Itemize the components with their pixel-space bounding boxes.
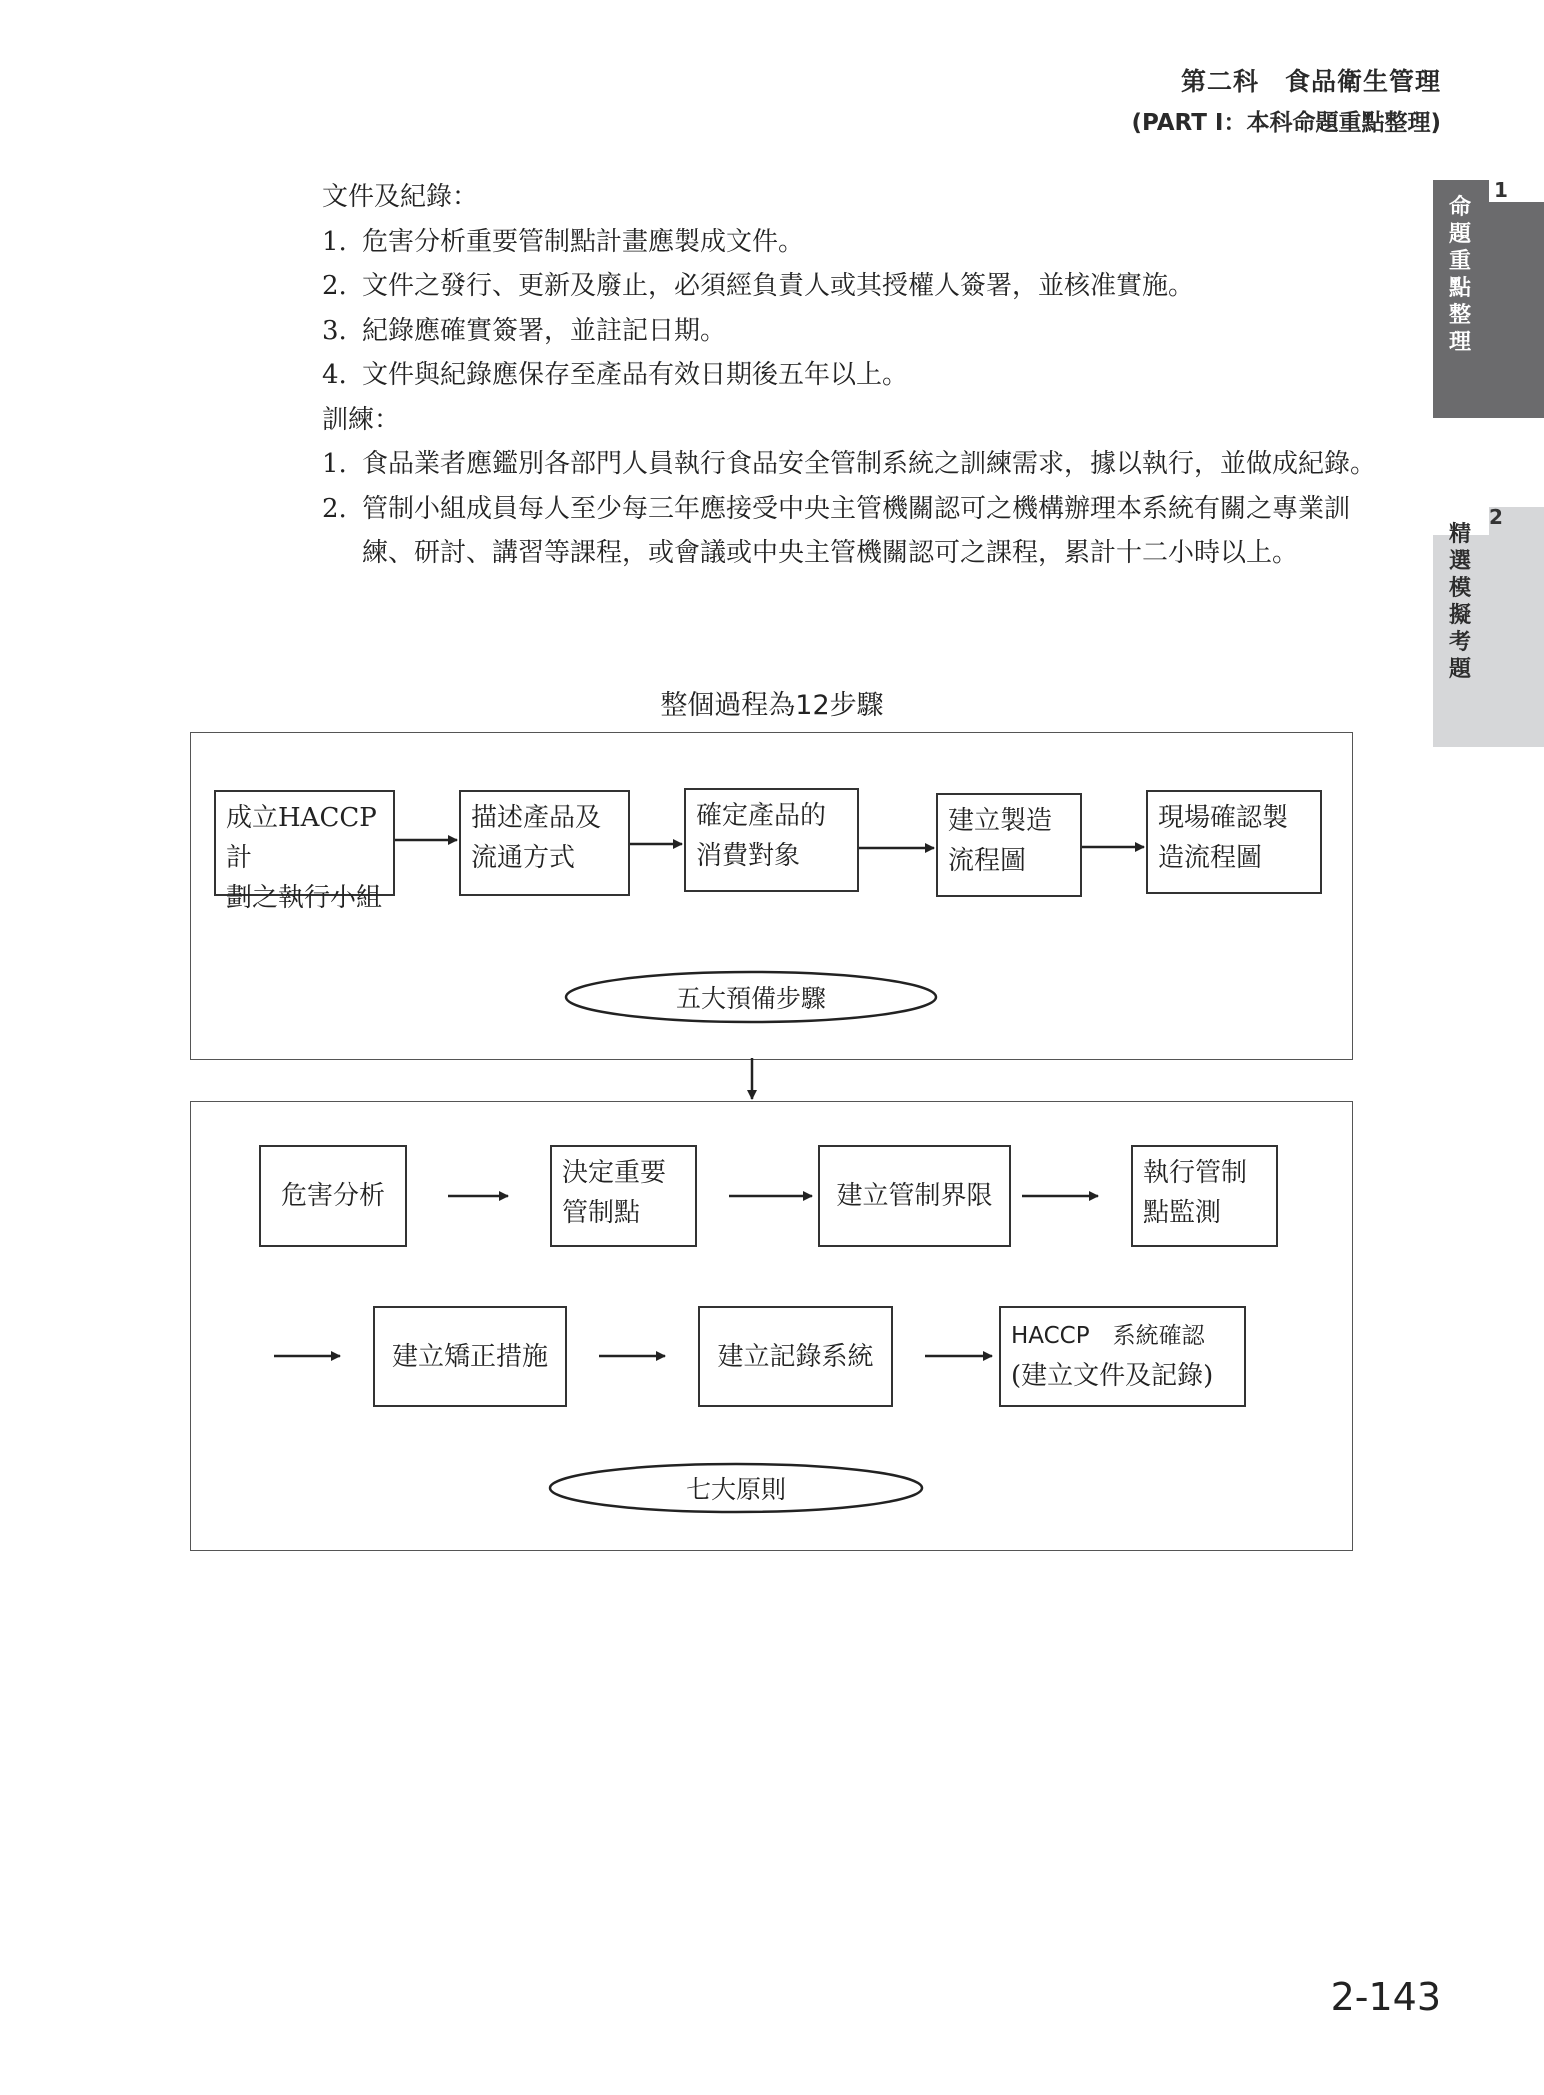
prep-step-3: 確定產品的 消費對象 (684, 788, 859, 892)
section-heading-documents: 文件及紀錄： (322, 182, 479, 212)
principles-label: 七大原則 (547, 1460, 925, 1516)
diagram-title: 整個過程為12步驟 (660, 690, 884, 721)
principle-step-7: HACCP 系統確認 (建立文件及記錄) (999, 1306, 1246, 1407)
list-item: 1. 危害分析重要管制點計畫應製成文件。 (322, 226, 805, 257)
side-tab-1-number: 1 (1489, 178, 1544, 202)
side-tab-1-label: 命題重點整理 (1448, 195, 1471, 355)
list-item: 2. 管制小組成員每人至少每三年應接受中央主管機關認可之機構辦理本系統有關之專業訓練、研討、講習等課程，或會議或中央主管機關認可之課程，累計十二小時以上。 (322, 493, 1351, 568)
principle-step-1: 危害分析 (259, 1145, 407, 1247)
list-item: 3. 紀錄應確實簽署，並註記日期。 (322, 315, 727, 346)
side-tab-2-label: 精選模擬考題 (1448, 522, 1471, 682)
side-tab-2-number: 2 (1489, 505, 1503, 529)
prep-steps-label: 五大預備步驟 (563, 969, 939, 1025)
principle-step-2: 決定重要 管制點 (550, 1145, 697, 1247)
principle-step-6: 建立記錄系統 (698, 1306, 893, 1407)
principle-step-5: 建立矯正措施 (373, 1306, 567, 1407)
page-number: 2-143 (1330, 1975, 1441, 2019)
list-item: 4. 文件與紀錄應保存至產品有效日期後五年以上。 (322, 360, 909, 390)
prep-step-5: 現場確認製 造流程圖 (1146, 790, 1322, 894)
prep-step-4: 建立製造 流程圖 (936, 793, 1082, 897)
principle-step-3: 建立管制界限 (818, 1145, 1011, 1247)
principle-step-4: 執行管制 點監測 (1131, 1145, 1278, 1247)
prep-step-1: 成立HACCP 計 劃之執行小組 (214, 790, 395, 896)
list-item: 2. 文件之發行、更新及廢止，必須經負責人或其授權人簽署，並核准實施。 (322, 271, 1195, 301)
section-heading-training: 訓練： (322, 404, 401, 435)
chapter-title: 第二科 食品衛生管理 (1180, 67, 1441, 96)
prep-step-2: 描述產品及 流通方式 (459, 790, 630, 896)
part-subtitle: (PART I：本科命題重點整理) (1131, 110, 1441, 136)
list-item: 1. 食品業者應鑑別各部門人員執行食品安全管制系統之訓練需求，據以執行，並做成紀錄。 (322, 449, 1377, 479)
